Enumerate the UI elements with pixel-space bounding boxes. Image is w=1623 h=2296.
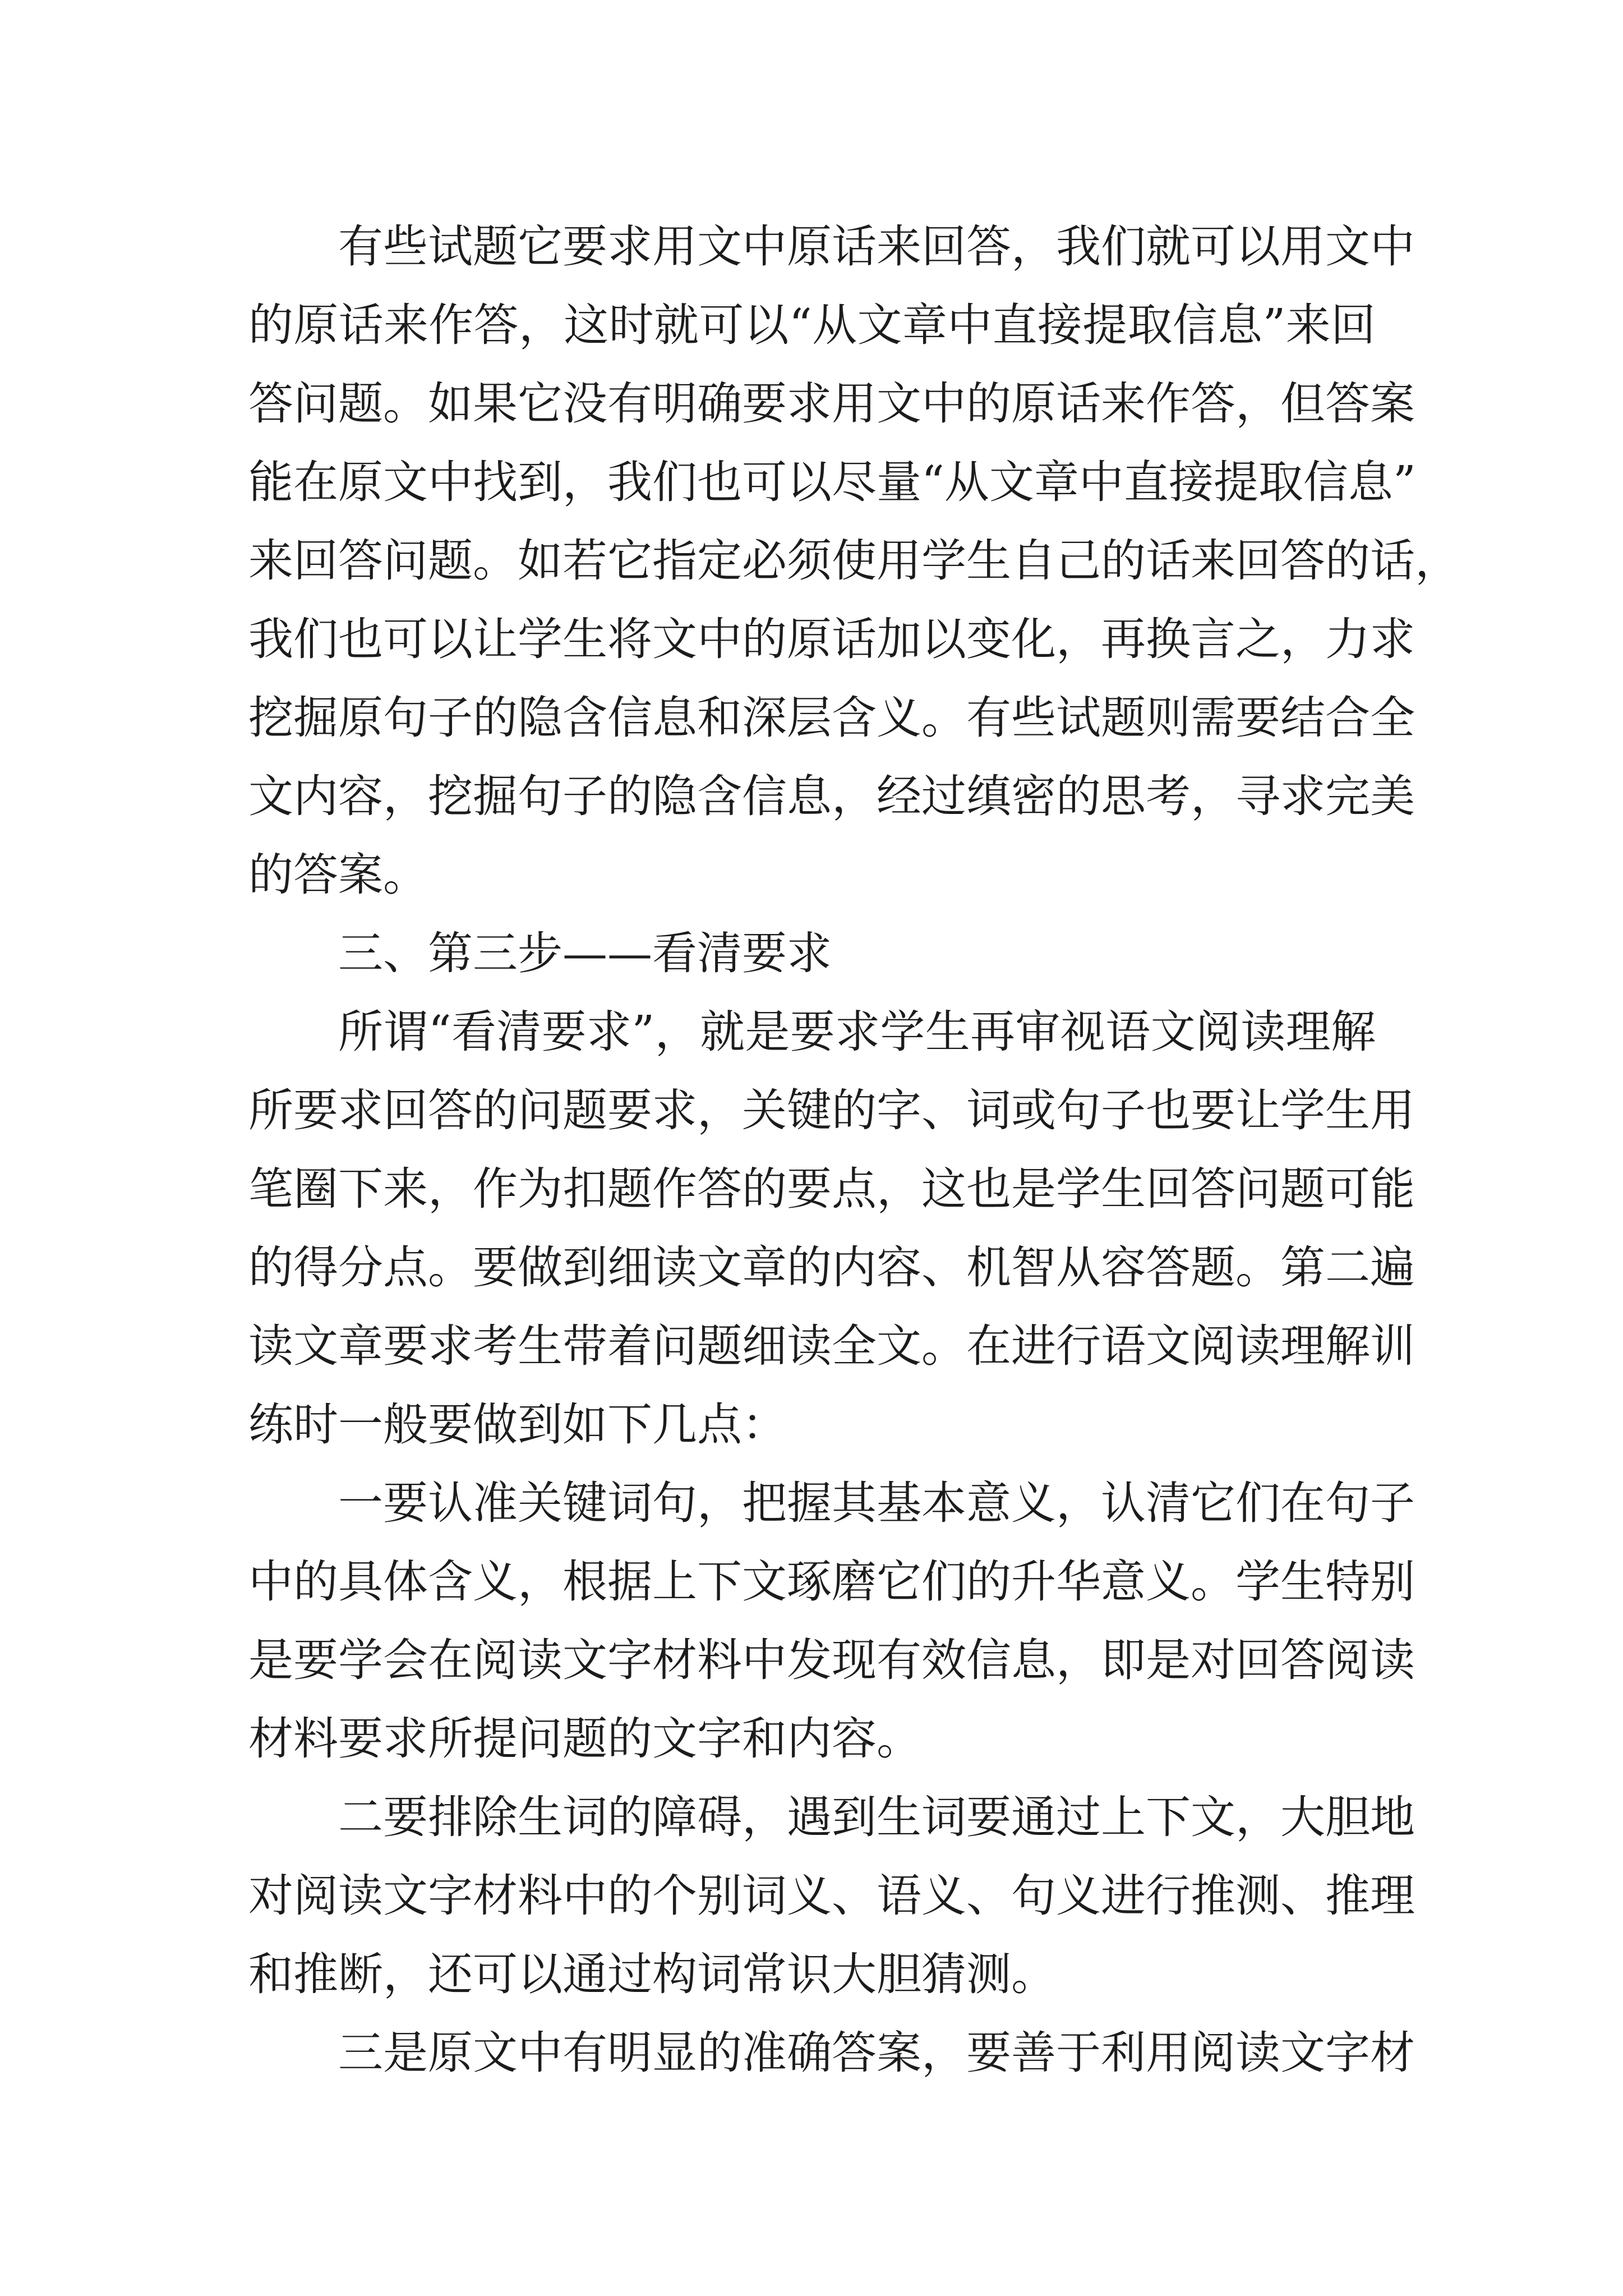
text-line: 来回答问题。如若它指定必须使用学生自己的话来回答的话， bbox=[248, 535, 1460, 587]
text-line: 的原话来作答，这时就可以“从文章中直接提取信息”来回 bbox=[248, 299, 1376, 351]
document-body bbox=[248, 208, 1460, 2092]
text-line: 三是原文中有明显的准确答案，要善于利用阅读文字材 bbox=[338, 2027, 1415, 2079]
text-line: 一要认准关键词句，把握其基本意义，认清它们在句子 bbox=[338, 1477, 1415, 1529]
text-line: 答问题。如果它没有明确要求用文中的原话来作答，但答案 bbox=[248, 378, 1415, 430]
text-line: 练时一般要做到如下几点： bbox=[248, 1398, 787, 1451]
text-line: 所谓“看清要求”，就是要求学生再审视语文阅读理解 bbox=[338, 1006, 1376, 1058]
text-line: 我们也可以让学生将文中的原话加以变化，再换言之，力求 bbox=[248, 613, 1415, 665]
text-line: 挖掘原句子的隐含信息和深层含义。有些试题则需要结合全 bbox=[248, 692, 1415, 744]
text-line: 读文章要求考生带着问题细读全文。在进行语文阅读理解训 bbox=[248, 1320, 1415, 1372]
text-line: 能在原文中找到，我们也可以尽量“从文章中直接提取信息” bbox=[248, 456, 1416, 508]
text-line: 有些试题它要求用文中原话来回答，我们就可以用文中 bbox=[338, 220, 1415, 273]
text-line: 和推断，还可以通过构词常识大胆猜测。 bbox=[248, 1948, 1056, 2000]
text-line: 笔圈下来，作为扣题作答的要点，这也是学生回答问题可能 bbox=[248, 1163, 1415, 1215]
text-line: 三、第三步——看清要求 bbox=[338, 927, 832, 979]
text-line: 对阅读文字材料中的个别词义、语义、句义进行推测、推理 bbox=[248, 1870, 1415, 1922]
text-line: 的得分点。要做到细读文章的内容、机智从容答题。第二遍 bbox=[248, 1241, 1415, 1294]
text-line: 材料要求所提问题的文字和内容。 bbox=[248, 1713, 921, 1765]
text-line: 所要求回答的问题要求，关键的字、词或句子也要让学生用 bbox=[248, 1084, 1415, 1137]
text-line: 文内容，挖掘句子的隐含信息，经过缜密的思考，寻求完美 bbox=[248, 770, 1415, 822]
text-line: 中的具体含义，根据上下文琢磨它们的升华意义。学生特别 bbox=[248, 1556, 1415, 1608]
text-line: 二要排除生词的障碍，遇到生词要通过上下文，大胆地 bbox=[338, 1791, 1415, 1843]
text-line: 是要学会在阅读文字材料中发现有效信息，即是对回答阅读 bbox=[248, 1634, 1415, 1686]
text-line: 的答案。 bbox=[248, 849, 428, 901]
